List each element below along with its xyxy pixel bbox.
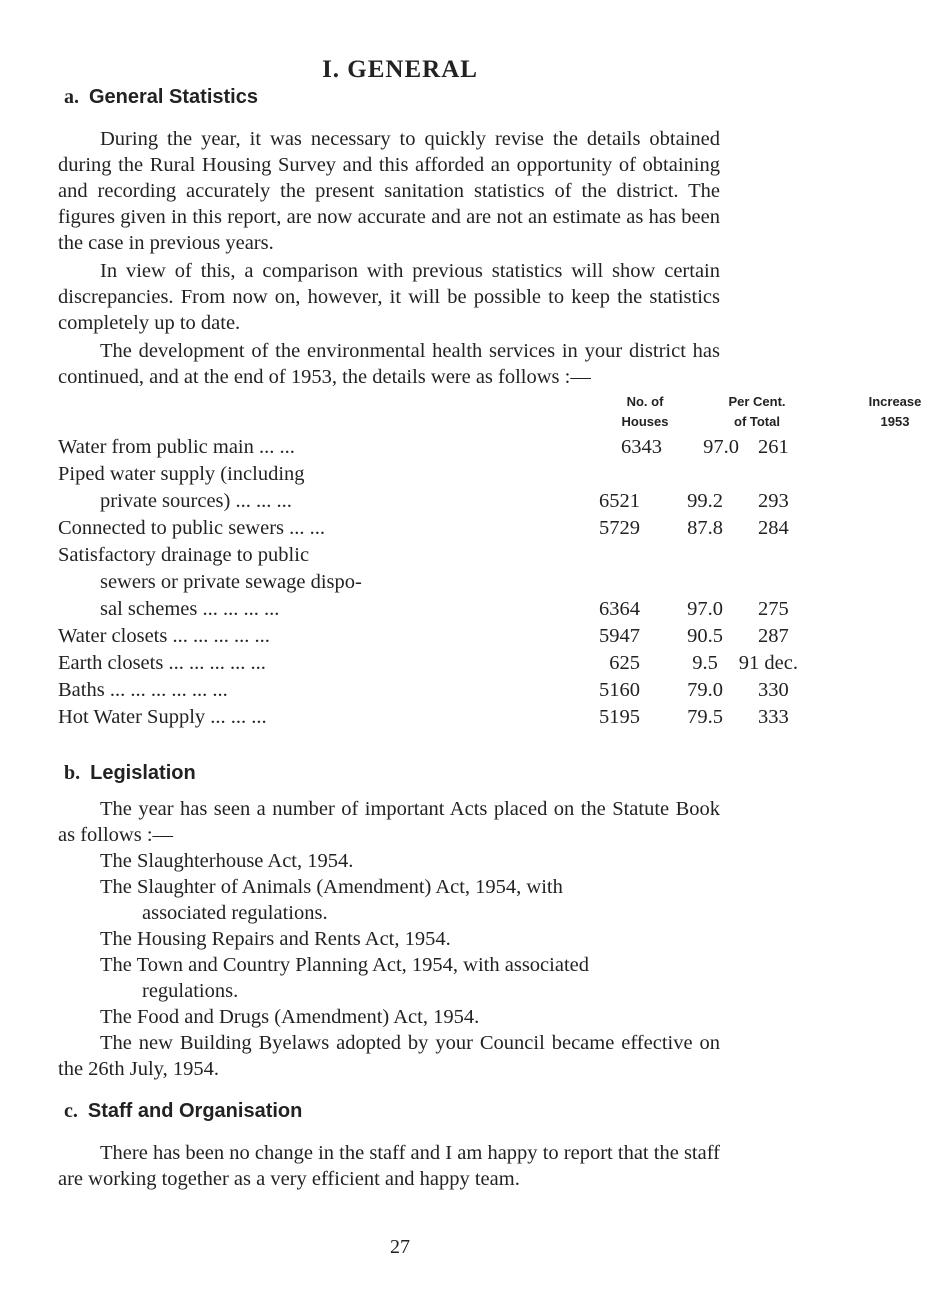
byelaws-paragraph: The new Building Byelaws adopted by your Council became effective on the 26th July, 1954. xyxy=(58,1032,720,1080)
column-header-percent xyxy=(712,392,802,432)
table-cell-percent: 79.5 xyxy=(687,706,723,728)
column-header-houses xyxy=(600,392,690,432)
table-cell-houses: 5160 xyxy=(599,679,640,701)
column-header-houses-line-2: Houses xyxy=(621,414,669,429)
table-cell-houses: 5195 xyxy=(599,706,640,728)
table-cell-houses: 6364 xyxy=(599,598,640,620)
act-item: The Food and Drugs (Amendment) Act, 1954. xyxy=(100,1006,480,1028)
act-item-line-continued: regulations. xyxy=(142,980,239,1002)
section-c-letter: c. xyxy=(64,1100,78,1122)
section-b-letter: b. xyxy=(64,762,81,784)
table-row-label-continued-text: sal schemes ... ... ... ... xyxy=(100,598,280,620)
section-a-title: General Statistics xyxy=(89,86,258,108)
column-header-increase xyxy=(850,392,940,432)
table-cell-increase: 293 xyxy=(758,490,789,512)
section-b-intro: The year has seen a number of important Acts placed on the Statute Book as follows :— xyxy=(58,798,720,846)
table-row-label: Piped water supply (including xyxy=(58,463,305,485)
table-cell-increase: 330 xyxy=(758,679,789,701)
table-cell-houses: 625 xyxy=(609,652,640,674)
table-row-label: Satisfactory drainage to public xyxy=(58,544,310,566)
table-cell-houses: 6343 xyxy=(621,436,662,458)
section-c-title: Staff and Organisation xyxy=(87,1100,303,1122)
table-row-label: Earth closets ... ... ... ... ... xyxy=(58,652,266,674)
table-row-label: Baths ... ... ... ... ... ... xyxy=(58,679,228,701)
table-cell-houses: 5729 xyxy=(599,517,640,539)
act-item xyxy=(100,874,720,926)
table-cell-increase: 333 xyxy=(758,706,789,728)
section-c-heading xyxy=(64,1100,302,1123)
column-header-percent-line-2: of Total xyxy=(734,414,780,429)
table-row-label-continued xyxy=(58,569,362,595)
act-item xyxy=(100,952,720,1004)
table-row-label: Hot Water Supply ... ... ... xyxy=(58,706,267,728)
section-a-paragraph-3: The development of the environmental health services in your district has continued, and at the end of 1953, the details were as follows :— xyxy=(58,340,720,388)
section-b-title: Legislation xyxy=(90,762,196,784)
act-item-line: The Slaughter of Animals (Amendment) Act, 1954, with xyxy=(100,876,563,898)
table-cell-percent: 99.2 xyxy=(687,490,723,512)
table-cell-percent: 79.0 xyxy=(687,679,723,701)
table-cell-houses: 6521 xyxy=(599,490,640,512)
table-cell-increase: 261 xyxy=(758,436,789,458)
table-cell-percent: 97.0 xyxy=(687,598,723,620)
section-a-paragraph-1: During the year, it was necessary to quickly revise the details obtained during the Rural Housing Survey and this afforded an opportunity of obtaining and recording accurately the present sanitation statistics of the district. The figures given in this report, are now accurate and are not an estimate as has been the case in previous years. xyxy=(58,128,720,254)
act-item-line-continued: associated regulations. xyxy=(142,902,328,924)
table-cell-percent: 9.5 xyxy=(692,652,718,674)
table-cell-percent: 90.5 xyxy=(687,625,723,647)
page-number: 27 xyxy=(390,1236,410,1258)
table-row-label: Water from public main ... ... xyxy=(58,436,295,458)
column-header-percent-line-1: Per Cent. xyxy=(728,394,786,409)
table-cell-percent: 97.0 xyxy=(703,436,739,458)
table-row-label-continued xyxy=(58,596,279,622)
table-row-label-continued-text: sewers or private sewage dispo- xyxy=(100,571,362,593)
table-cell-percent: 87.8 xyxy=(687,517,723,539)
column-header-increase-line-1: Increase xyxy=(868,394,922,409)
table-cell-increase: 91 dec. xyxy=(738,652,798,674)
table-cell-increase: 287 xyxy=(758,625,789,647)
table-cell-increase: 275 xyxy=(758,598,789,620)
section-a-letter: a. xyxy=(64,86,79,108)
section-a-paragraph-2: In view of this, a comparison with previous statistics will show certain discrepancies. From now on, however, it will be possible to keep the statistics completely up to date. xyxy=(58,260,720,334)
table-row-label: Connected to public sewers ... ... xyxy=(58,517,326,539)
act-item-line: The Town and Country Planning Act, 1954, with associated xyxy=(100,954,589,976)
act-item: The Housing Repairs and Rents Act, 1954. xyxy=(100,928,451,950)
table-cell-houses: 5947 xyxy=(599,625,640,647)
page-title: I. GENERAL xyxy=(322,56,478,83)
section-b-heading xyxy=(64,762,196,785)
table-cell-increase: 284 xyxy=(758,517,789,539)
table-row-label-continued xyxy=(58,488,292,514)
column-header-increase-line-2: 1953 xyxy=(880,414,910,429)
section-c-paragraph: There has been no change in the staff and I am happy to report that the staff are working together as a very efficient and happy team. xyxy=(58,1142,720,1190)
column-header-houses-line-1: No. of xyxy=(626,394,664,409)
section-a-heading xyxy=(64,86,258,109)
act-item: The Slaughterhouse Act, 1954. xyxy=(100,850,354,872)
table-row-label-continued-text: private sources) ... ... ... xyxy=(100,490,292,512)
table-row-label: Water closets ... ... ... ... ... xyxy=(58,625,270,647)
